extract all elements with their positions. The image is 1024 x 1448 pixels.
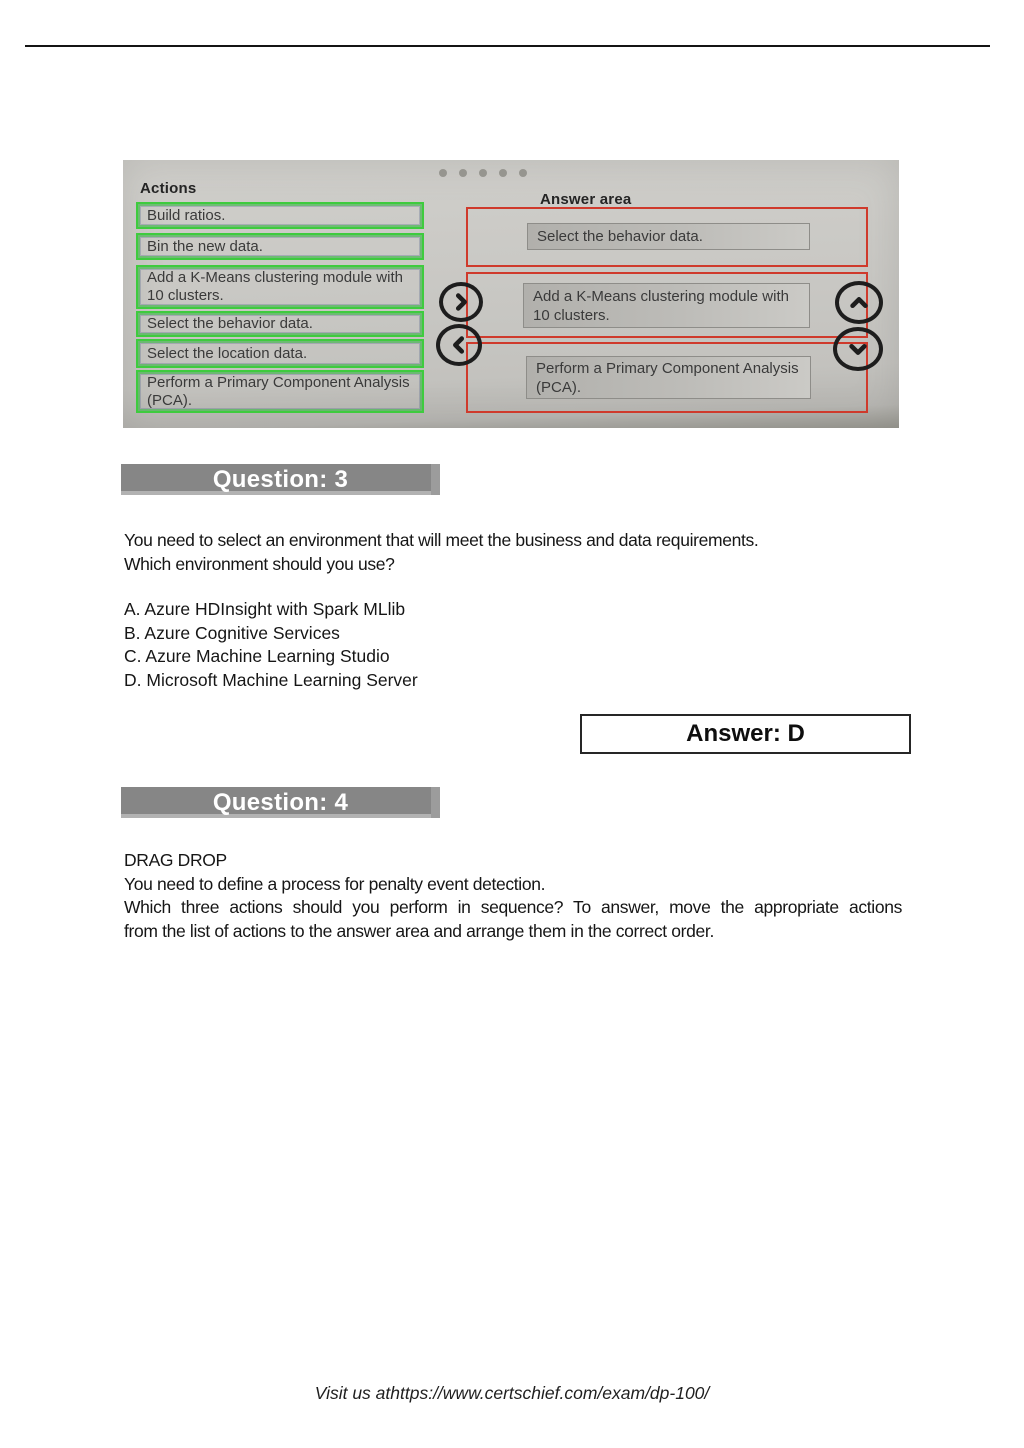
question3-line: Which environment should you use?: [124, 553, 395, 574]
question4-line: DRAG DROP: [124, 850, 227, 870]
question4-line: from the list of actions to the answer area and arrange them in the correct order.: [124, 920, 714, 941]
dot-icon: [459, 169, 467, 177]
option-c: C. Azure Machine Learning Studio: [124, 646, 390, 666]
action-item: Build ratios.: [136, 202, 424, 229]
chevron-up-icon: [848, 292, 870, 314]
question3-title: Question: 3: [212, 465, 349, 493]
move-left-button: [436, 324, 482, 366]
action-item: Select the location data.: [136, 339, 424, 368]
action-item: Add a K-Means clustering module with 10 clusters.: [136, 265, 424, 309]
action-item: Perform a Primary Component Analysis (PCA).: [136, 370, 424, 413]
actions-column-label: Actions: [140, 180, 197, 197]
question4-line: You need to define a process for penalty event detection.: [124, 873, 546, 894]
question4-header-bar: [121, 787, 440, 818]
chevron-down-icon: [847, 338, 869, 360]
dot-icon: [499, 169, 507, 177]
question4-title: Question: 4: [212, 788, 349, 816]
option-d: D. Microsoft Machine Learning Server: [124, 669, 418, 690]
dot-icon: [479, 169, 487, 177]
question4-text: [124, 849, 902, 943]
dot-icon: [519, 169, 527, 177]
move-up-button: [835, 281, 883, 324]
answer-area-label: Answer area: [540, 191, 632, 208]
question3-text: [124, 529, 902, 576]
option-a: A. Azure HDInsight with Spark MLlib: [124, 599, 406, 619]
dot-icon: [439, 169, 447, 177]
question3-line: You need to select an environment that will meet the business and data requirements.: [124, 530, 759, 550]
answer-slot-item: Add a K-Means clustering module with 10 clusters.: [523, 283, 810, 328]
action-item: Select the behavior data.: [136, 311, 424, 337]
move-down-button: [833, 327, 883, 371]
header-divider: [25, 45, 990, 47]
chevron-right-icon: [450, 291, 472, 313]
option-b: B. Azure Cognitive Services: [124, 622, 340, 643]
question4-line: Which three actions should you perform in sequence? To answer, move the appropriate actions: [124, 897, 902, 917]
answer-slot-item: Perform a Primary Component Analysis (PCA).: [526, 356, 811, 399]
footer-url: Visit us athttps://www.certschief.com/exam/dp-100/: [314, 1383, 710, 1403]
question3-options: [124, 598, 902, 692]
answer-slot-item: Select the behavior data.: [527, 223, 810, 250]
answer-box: [580, 714, 911, 754]
move-right-button: [439, 282, 483, 322]
action-item: Bin the new data.: [136, 233, 424, 260]
exhibit-image: [123, 160, 899, 428]
question3-header-bar: [121, 464, 440, 495]
pagination-dots: [439, 169, 527, 177]
chevron-left-icon: [448, 334, 470, 356]
answer-label: Answer: D: [686, 720, 805, 747]
